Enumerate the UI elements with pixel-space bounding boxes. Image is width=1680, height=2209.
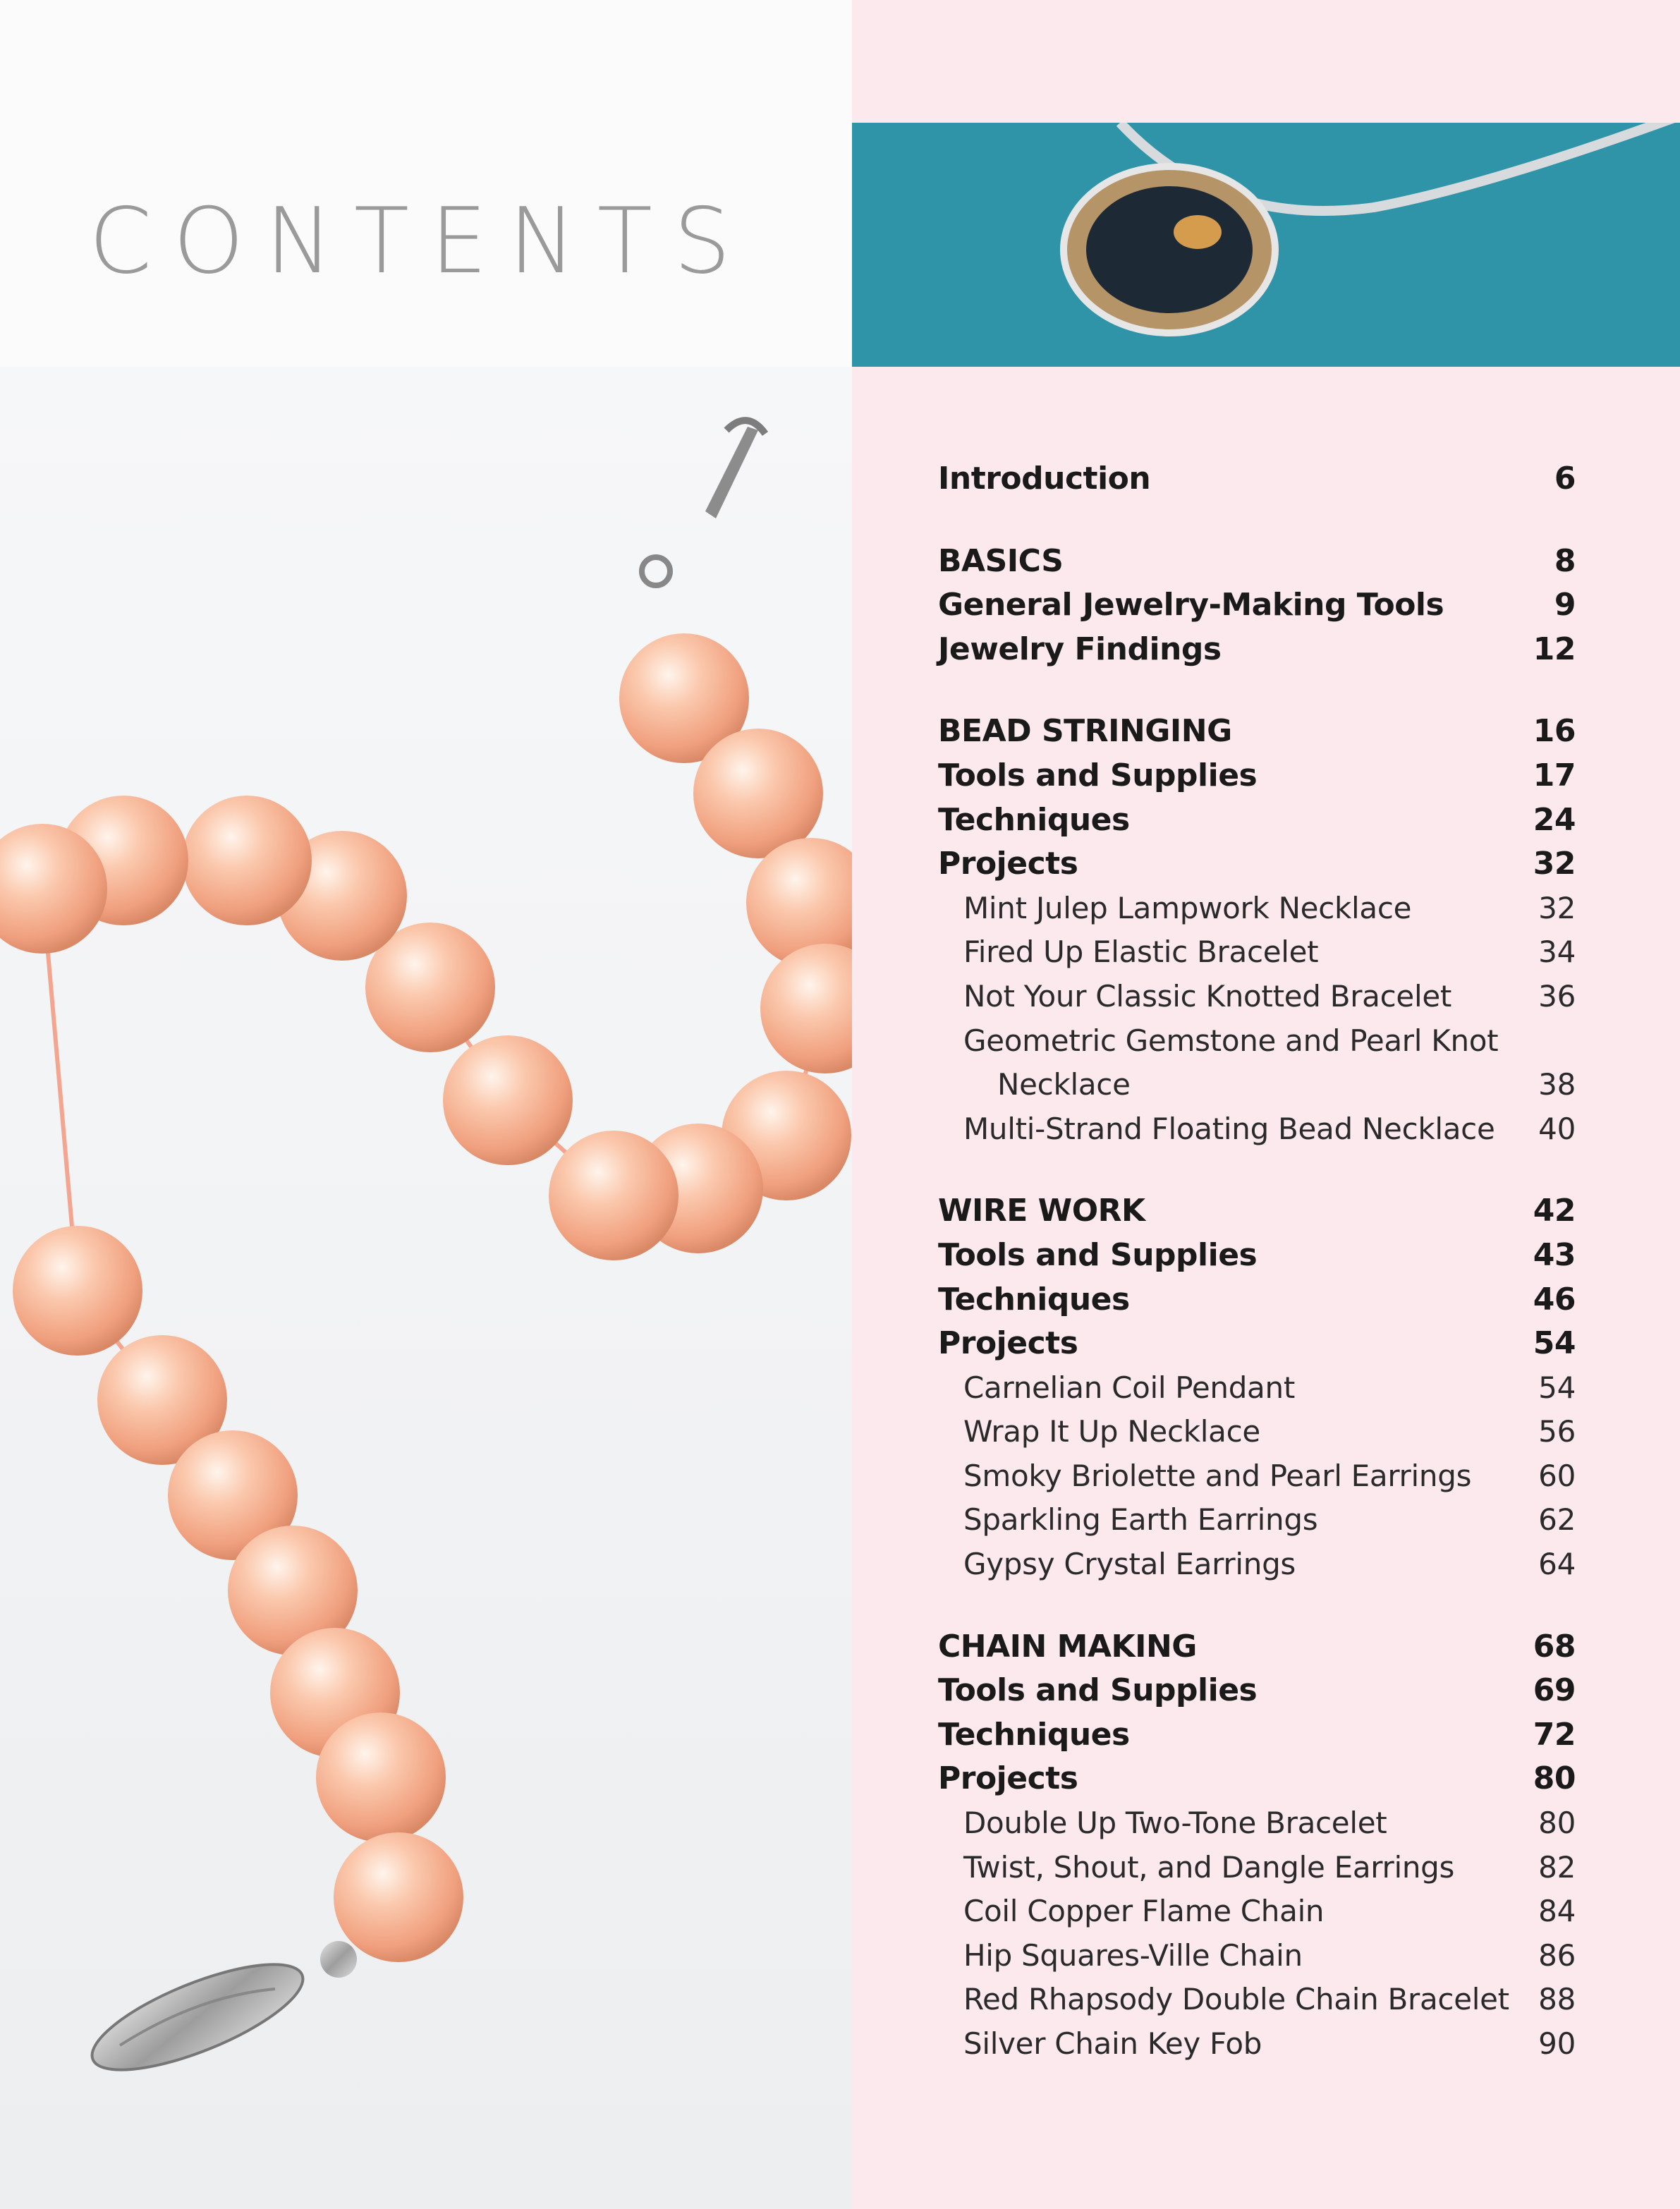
toc-entry-title: Double Up Two-Tone Bracelet [963,1806,1387,1841]
jump-ring [642,557,670,585]
toc-entry-title: Geometric Gemstone and Pearl Knot [963,1023,1499,1058]
toc-entry-title: General Jewelry-Making Tools [938,587,1444,623]
pearl-strand [0,633,852,1962]
toc-page-number: 38 [1538,1067,1576,1102]
page-title: CONTENTS [89,189,753,294]
pearl-bead [13,1226,142,1356]
toc-entry-title: Tools and Supplies [938,1672,1258,1709]
toc-entry-title: Twist, Shout, and Dangle Earrings [963,1849,1455,1885]
toc-page-number: 54 [1538,1370,1576,1405]
toc-entry-title: Projects [938,1325,1078,1362]
toc-entry-title: CHAIN MAKING [938,1628,1197,1665]
toc-page-number: 43 [1533,1236,1576,1273]
toc-project-entry [938,2022,1576,2067]
toc-project-entry [938,975,1576,1019]
toc-entry-title: Not Your Classic Knotted Bracelet [963,978,1452,1014]
toc-page-number: 60 [1538,1458,1576,1493]
toc-entry-title: Sparkling Earth Earrings [963,1502,1318,1538]
toc-page-number: 86 [1538,1937,1576,1973]
toc-section-entry [938,1322,1576,1366]
toc-entry-title: Necklace [997,1067,1131,1102]
toc-entry-title: Projects [938,1760,1078,1797]
filigree-clasp-icon [80,1944,315,2091]
toc-page-number: 88 [1538,1982,1576,2017]
toc-project-entry [938,1498,1576,1542]
toc-entry-title: Smoky Briolette and Pearl Earrings [963,1458,1472,1493]
toc-page-number: 68 [1533,1628,1576,1665]
toc-project-entry [938,1542,1576,1587]
toc-page-number: 82 [1538,1849,1576,1885]
toc-entry-title: Techniques [938,801,1130,838]
toc-page-number: 42 [1533,1193,1576,1229]
toc-project-entry [938,1889,1576,1934]
toc-entry-title: Jewelry Findings [938,631,1222,667]
toc-page-number: 32 [1538,890,1576,925]
toc-entry-title: Tools and Supplies [938,757,1258,793]
pearl-bead [760,944,852,1073]
toc-entry-title: Techniques [938,1716,1130,1753]
toc-page-number: 16 [1533,713,1576,750]
pearl-bracelet-illustration [0,367,852,2209]
pearl-bead [182,796,312,925]
toc-page-number: 36 [1538,978,1576,1014]
toc-page-number: 32 [1533,846,1576,882]
toc-entry-title: Introduction [938,461,1151,497]
pearl-bead [316,1712,446,1842]
pearl-bead [334,1832,463,1962]
toc-section-entry [938,540,1576,584]
toc-page-number: 56 [1538,1414,1576,1449]
toc-entry-title: Fired Up Elastic Bracelet [963,935,1319,970]
silver-bead [320,1941,357,1978]
hook-clasp-icon [705,427,758,518]
toc-entry-title: Hip Squares-Ville Chain [963,1937,1303,1973]
toc-entry-title: WIRE WORK [938,1193,1145,1229]
toc-section-entry [938,1278,1576,1322]
toc-entry-title: Carnelian Coil Pendant [963,1370,1295,1405]
toc-project-entry [938,1063,1576,1107]
toc-page-number: 6 [1554,461,1576,497]
toc-section-entry [938,457,1576,501]
toc-section-entry [938,1669,1576,1713]
cabochon [1086,186,1253,313]
toc-page-number: 8 [1554,542,1576,579]
toc-page-number: 62 [1538,1502,1576,1538]
toc-page-number: 54 [1533,1325,1576,1362]
toc-section-entry [938,628,1576,672]
toc-page-number: 72 [1533,1716,1576,1753]
toc-page-number: 34 [1538,935,1576,970]
toc-page-number: 17 [1533,757,1576,793]
pearl-bracelet-photo [0,367,852,2209]
toc-section-entry [938,1757,1576,1801]
toc-entry-title: Multi-Strand Floating Bead Necklace [963,1111,1495,1146]
toc-entry-title: Techniques [938,1281,1130,1318]
toc-entry-title: Red Rhapsody Double Chain Bracelet [963,1982,1509,2017]
toc-project-entry [938,1019,1576,1064]
toc-entry-title: BASICS [938,542,1064,579]
toc-section-entry [938,798,1576,843]
toc-entry-title: Tools and Supplies [938,1236,1258,1273]
toc-project-entry [938,1934,1576,1978]
pendant-banner-photo [852,123,1680,367]
toc-page-number: 64 [1538,1547,1576,1582]
toc-page-number: 12 [1533,631,1576,667]
toc-page-number: 24 [1533,801,1576,838]
pearl-bead [443,1035,573,1165]
toc-project-entry [938,930,1576,975]
toc-section-entry [938,1189,1576,1234]
toc-project-entry [938,1366,1576,1411]
table-of-contents [938,457,1576,2067]
toc-project-entry [938,1454,1576,1499]
toc-project-entry [938,1410,1576,1454]
toc-page-number: 9 [1554,587,1576,623]
toc-page-number: 46 [1533,1281,1576,1318]
toc-section-entry [938,583,1576,628]
toc-entry-title: Coil Copper Flame Chain [963,1894,1325,1929]
toc-entry-title: Wrap It Up Necklace [963,1414,1260,1449]
toc-project-entry [938,1801,1576,1846]
toc-section-entry [938,754,1576,798]
toc-project-entry [938,1846,1576,1890]
toc-page-number: 80 [1538,1806,1576,1841]
toc-entry-title: Projects [938,846,1078,882]
toc-section-entry [938,1713,1576,1758]
toc-entry-title: Mint Julep Lampwork Necklace [963,890,1412,925]
toc-entry-title: Gypsy Crystal Earrings [963,1547,1296,1582]
toc-page-number: 40 [1538,1111,1576,1146]
toc-page-number: 69 [1533,1672,1576,1709]
toc-project-entry [938,887,1576,931]
pearl-bead [549,1131,678,1260]
toc-section-entry [938,842,1576,887]
toc-page-number: 80 [1533,1760,1576,1797]
toc-entry-title: BEAD STRINGING [938,713,1232,750]
toc-project-entry [938,1107,1576,1152]
cabochon-highlight [1174,215,1222,249]
toc-section-entry [938,1234,1576,1278]
toc-page-number: 84 [1538,1894,1576,1929]
toc-section-entry [938,710,1576,754]
toc-section-entry [938,1625,1576,1669]
toc-entry-title: Silver Chain Key Fob [963,2026,1262,2061]
toc-project-entry [938,1978,1576,2022]
pendant-illustration [852,123,1680,367]
toc-page-number: 90 [1538,2026,1576,2061]
